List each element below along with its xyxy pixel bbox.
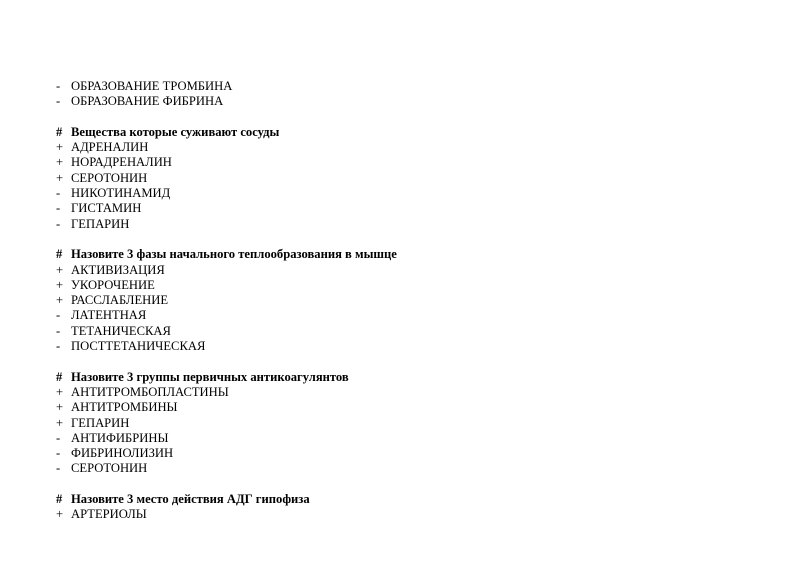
answer-option (0, 171, 800, 186)
answer-text: ГЕПАРИН (71, 216, 130, 231)
answer-marker: - (56, 461, 61, 476)
answer-text: АНТИТРОМБОПЛАСТИНЫ (71, 384, 229, 399)
answer-text: ОБРАЗОВАНИЕ ТРОМБИНА (71, 79, 233, 93)
spacer (0, 354, 800, 369)
answer-marker: - (56, 430, 61, 445)
answer-text: АНТИТРОМБИНЫ (71, 400, 178, 415)
answer-marker: + (56, 415, 64, 430)
answer-marker: - (56, 446, 61, 461)
answer-marker: - (56, 79, 61, 93)
answer-marker: + (56, 140, 64, 155)
answer-option (0, 278, 800, 293)
answer-marker: + (56, 262, 64, 277)
answer-text: НИКОТИНАМИД (71, 186, 171, 201)
answer-option (0, 400, 800, 415)
answer-option (0, 324, 800, 339)
answer-marker: - (56, 216, 61, 231)
document-page (0, 79, 800, 523)
answer-option (0, 416, 800, 431)
answer-option (0, 155, 800, 170)
spacer (0, 477, 800, 492)
answer-marker: - (56, 308, 61, 323)
answer-option (0, 263, 800, 278)
answer-option (0, 431, 800, 446)
spacer (0, 232, 800, 247)
answer-option (0, 446, 800, 461)
answer-marker: + (56, 293, 64, 308)
question-marker: # (56, 492, 63, 507)
answer-text: АРТЕРИОЛЫ (71, 507, 147, 522)
answer-text: ФИБРИНОЛИЗИН (71, 446, 174, 461)
question-text: Вещества которые суживают сосуды (71, 124, 280, 139)
answer-marker: + (56, 507, 64, 522)
answer-marker: + (56, 400, 64, 415)
answer-option (0, 507, 800, 522)
answer-option (0, 293, 800, 308)
answer-marker: - (56, 94, 61, 109)
answer-text: АКТИВИЗАЦИЯ (71, 262, 165, 277)
question-marker: # (56, 247, 63, 262)
answer-text: ГИСТАМИН (71, 201, 142, 216)
question-marker: # (56, 124, 63, 139)
answer-option (0, 461, 800, 476)
answer-option (0, 140, 800, 155)
answer-text: ОБРАЗОВАНИЕ ФИБРИНА (71, 94, 224, 109)
answer-marker: - (56, 186, 61, 201)
answer-text: АНТИФИБРИНЫ (71, 430, 169, 445)
answer-option (0, 79, 800, 94)
answer-option (0, 339, 800, 354)
answer-text: ПОСТТЕТАНИЧЕСКАЯ (71, 339, 206, 354)
answer-option (0, 186, 800, 201)
question-marker: # (56, 369, 63, 384)
answer-marker: - (56, 339, 61, 354)
answer-text: ЛАТЕНТНАЯ (71, 308, 147, 323)
answer-option (0, 217, 800, 232)
answer-marker: + (56, 170, 64, 185)
answer-option (0, 201, 800, 216)
answer-marker: - (56, 323, 61, 338)
question-heading (0, 247, 800, 262)
question-text: Назовите 3 фазы начального теплообразования в мышце (71, 247, 397, 262)
answer-text: АДРЕНАЛИН (71, 140, 149, 155)
answer-option (0, 94, 800, 109)
answer-option (0, 308, 800, 323)
answer-marker: + (56, 384, 64, 399)
answer-text: ТЕТАНИЧЕСКАЯ (71, 323, 171, 338)
answer-text: СЕРОТОНИН (71, 461, 148, 476)
question-heading (0, 492, 800, 507)
answer-text: РАССЛАБЛЕНИЕ (71, 293, 169, 308)
answer-text: ГЕПАРИН (71, 415, 130, 430)
question-text: Назовите 3 место действия АДГ гипофиза (71, 492, 310, 507)
question-heading (0, 370, 800, 385)
spacer (0, 110, 800, 125)
question-heading (0, 125, 800, 140)
answer-text: УКОРОЧЕНИЕ (71, 277, 155, 292)
answer-option (0, 385, 800, 400)
answer-text: НОРАДРЕНАЛИН (71, 155, 172, 170)
question-text: Назовите 3 группы первичных антикоагулянтов (71, 369, 349, 384)
answer-marker: + (56, 155, 64, 170)
answer-text: СЕРОТОНИН (71, 170, 148, 185)
answer-marker: - (56, 201, 61, 216)
answer-marker: + (56, 277, 64, 292)
